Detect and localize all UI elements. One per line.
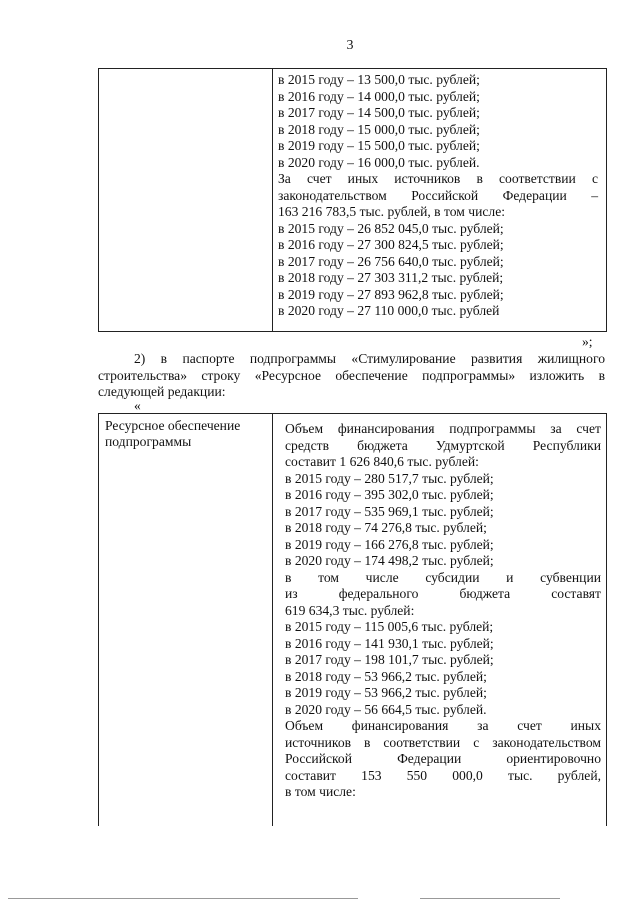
subsidy-line: из федерального бюджета составят [285,586,601,601]
year-line: в 2018 году – 15 000,0 тыс. рублей; [278,121,480,137]
other-sources-line: Объем финансирования за счет иных [285,718,601,733]
column-divider [272,414,273,826]
year-line: в 2018 году – 27 303 311,2 тыс. рублей; [278,270,504,285]
opening-quote: « [134,398,141,413]
page-number: 3 [346,38,354,53]
year-line: в 2018 году – 74 276,8 тыс. рублей; [285,520,487,535]
year-line: в 2016 году – 27 300 824,5 тыс. рублей; [278,237,504,252]
closing-quote: »; [582,334,593,349]
year-line: в 2020 году – 27 110 000,0 тыс. рублей [278,303,500,318]
subsidy-line: 619 634,3 тыс. рублей: [285,602,415,618]
resource-table [98,413,607,826]
other-sources-line: составит 153 550 000,0 тыс. рублей, [285,767,601,783]
year-line: в 2016 году – 395 302,0 тыс. рублей; [285,487,494,502]
year-line: в 2015 году – 115 005,6 тыс. рублей; [285,619,494,634]
year-line: в 2017 году – 535 969,1 тыс. рублей; [285,503,494,519]
year-line: в 2020 году – 16 000,0 тыс. рублей. [278,154,480,170]
column-divider [272,69,273,331]
intro-line: средств бюджета Удмуртской Республики [285,437,601,453]
year-line: в 2015 году – 26 852 045,0 тыс. рублей; [278,220,504,236]
scan-edge-line [8,898,358,899]
scan-edge-line [420,898,560,899]
year-line: в 2015 году – 280 517,7 тыс. рублей; [285,470,494,486]
year-line: в 2019 году – 166 276,8 тыс. рублей; [285,536,494,552]
year-line: в 2019 году – 15 500,0 тыс. рублей; [278,138,480,153]
resource-value-cell [285,421,601,801]
intro-line: составит 1 626 840,6 тыс. рублей: [285,454,479,469]
funding-table-continued [98,68,607,332]
other-sources-line: За счет иных источников в соответствии с [278,171,598,186]
subsidy-line: в том числе субсидии и субвенции [285,569,601,585]
paragraph-line: строительства» строку «Ресурсное обеспечение подпрограммы» изложить в [98,367,605,383]
other-sources-line: источников в соответствии с законодательством [285,734,601,750]
other-sources-line: Российской Федерации ориентировочно [285,751,601,766]
paragraph-line: 2) в паспорте подпрограммы «Стимулирование развития жилищного [134,351,605,366]
year-line: в 2020 году – 174 498,2 тыс. рублей; [285,553,494,568]
funding-cell [278,72,598,320]
year-line: в 2018 году – 53 966,2 тыс. рублей; [285,668,487,684]
other-sources-line: 163 216 783,5 тыс. рублей, в том числе: [278,204,506,219]
amendment-paragraph [98,351,605,401]
year-line: в 2017 году – 14 500,0 тыс. рублей; [278,105,480,120]
year-line: в 2016 году – 14 000,0 тыс. рублей; [278,88,480,104]
other-sources-line: законодательством Российской Федерации – [278,187,598,203]
year-line: в 2019 году – 27 893 962,8 тыс. рублей; [278,286,504,302]
year-line: в 2017 году – 26 756 640,0 тыс. рублей; [278,253,504,269]
intro-line: Объем финансирования подпрограммы за счет [285,421,601,436]
other-sources-line: в том числе: [285,784,356,799]
resource-label: Ресурсное обеспечение подпрограммы [105,418,241,449]
paragraph-line: следующей редакции: [98,384,226,399]
year-line: в 2020 году – 56 664,5 тыс. рублей. [285,701,487,717]
year-line: в 2017 году – 198 101,7 тыс. рублей; [285,652,494,667]
year-line: в 2015 году – 13 500,0 тыс. рублей; [278,72,480,87]
year-line: в 2016 году – 141 930,1 тыс. рублей; [285,635,494,651]
year-line: в 2019 году – 53 966,2 тыс. рублей; [285,685,487,700]
